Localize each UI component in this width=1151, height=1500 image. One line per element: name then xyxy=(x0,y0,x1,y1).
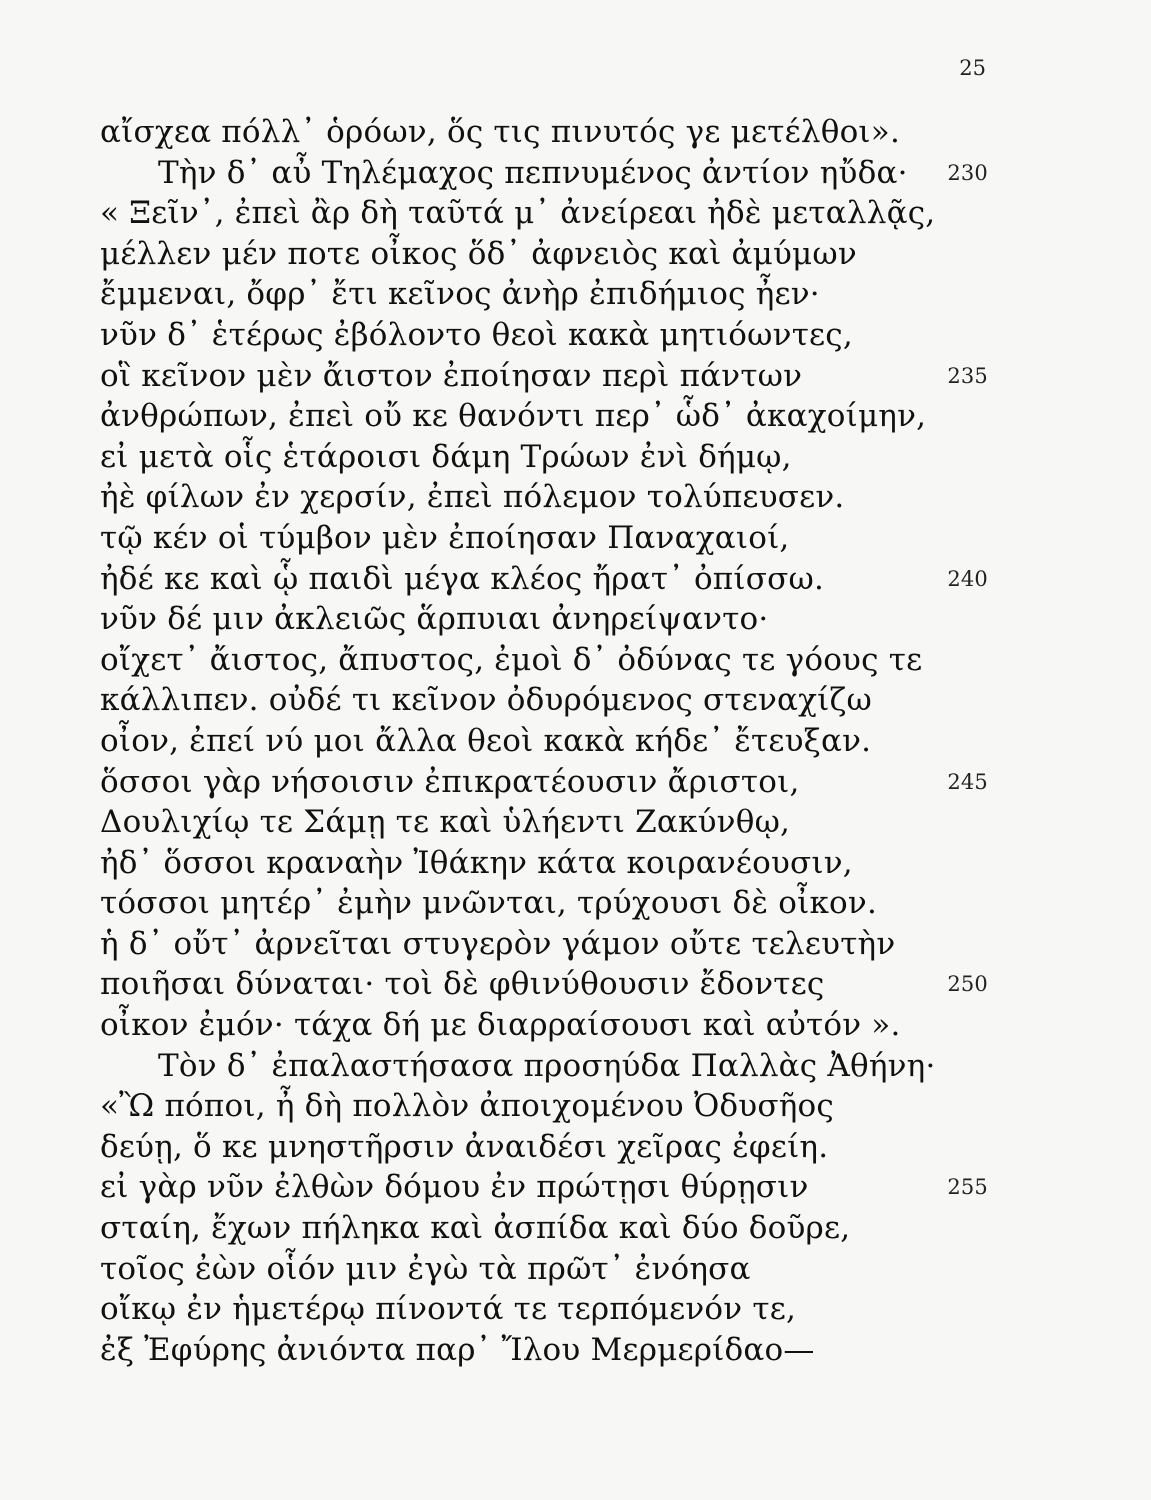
verse-line xyxy=(100,680,980,721)
verse-text: ἔμμεναι, ὄφρ᾽ ἔτι κεῖνος ἀνὴρ ἐπιδήμιος ἦεν· xyxy=(100,276,820,313)
verse-text: τῷ κέν οἱ τύμβον μὲν ἐποίησαν Παναχαιοί, xyxy=(100,519,790,556)
verse-text: μέλλεν μέν ποτε οἶκος ὅδ᾽ ἀφνειὸς καὶ ἀμύμων xyxy=(100,235,857,272)
verse-line xyxy=(100,843,980,884)
verse-text: οἴκῳ ἐν ἡμετέρῳ πίνοντά τε τερπόμενόν τε, xyxy=(100,1291,797,1328)
verse-text: ἀνθρώπων, ἐπεὶ οὔ κε θανόντι περ᾽ ὧδ᾽ ἀκαχοίμην, xyxy=(100,398,927,435)
verse-text: τόσσοι μητέρ᾽ ἐμὴν μνῶνται, τρύχουσι δὲ οἶκον. xyxy=(100,885,878,922)
verse-line xyxy=(100,437,980,478)
verse-line xyxy=(100,1005,980,1046)
verse-text: δεύῃ, ὅ κε μνηστῆρσιν ἀναιδέσι χεῖρας ἐφείη. xyxy=(100,1128,829,1165)
verse-line xyxy=(100,802,980,843)
verse-text: αἴσχεα πόλλ᾽ ὁρόων, ὅς τις πινυτός γε μετέλθοι». xyxy=(100,114,901,150)
verse-line xyxy=(100,640,980,681)
verse-text: ποιῆσαι δύναται· τοὶ δὲ φθινύθουσιν ἔδοντες xyxy=(100,966,825,1003)
verse-text: οἴχετ᾽ ἄιστος, ἄπυστος, ἐμοὶ δ᾽ ὀδύνας τε γόους τε xyxy=(100,641,923,678)
verse-text: Δουλιχίῳ τε Σάμῃ τε καὶ ὑλήεντι Ζακύνθῳ, xyxy=(100,804,791,841)
verse-text: «Ὢ πόποι, ἦ δὴ πολλὸν ἀποιχομένου Ὀδυσῆος xyxy=(100,1088,834,1125)
verse-text: κάλλιπεν. οὐδέ τι κεῖνον ὀδυρόμενος στεναχίζω xyxy=(100,682,872,719)
page-number: 25 xyxy=(959,56,986,80)
verse-text: οἶκον ἐμόν· τάχα δή με διαρραίσουσι καὶ αὐτόν ». xyxy=(100,1007,901,1044)
verse-line xyxy=(100,518,980,559)
verse-line xyxy=(100,1289,980,1330)
line-number: 250 xyxy=(947,972,988,997)
verse-line xyxy=(100,599,980,640)
verse-line xyxy=(100,1046,980,1087)
verse-line xyxy=(100,477,980,518)
verse-line xyxy=(100,1167,988,1208)
verse-line xyxy=(100,1330,980,1371)
line-number: 230 xyxy=(947,160,988,185)
verse-text: τοῖος ἐὼν οἷόν μιν ἐγὼ τὰ πρῶτ᾽ ἐνόησα xyxy=(100,1250,751,1287)
verse-line xyxy=(100,559,988,600)
verse-text: οἳ κεῖνον μὲν ἄιστον ἐποίησαν περὶ πάντων xyxy=(100,357,803,394)
verse-line xyxy=(100,762,988,803)
verse-block xyxy=(100,112,988,1370)
verse-text: σταίη, ἔχων πήληκα καὶ ἀσπίδα καὶ δύο δοῦρε, xyxy=(100,1210,851,1247)
verse-line xyxy=(100,1249,980,1290)
verse-line xyxy=(100,964,988,1005)
verse-line xyxy=(100,234,980,275)
verse-text: νῦν δ᾽ ἑτέρως ἐβόλοντο θεοὶ κακὰ μητιόωντες, xyxy=(100,316,853,353)
verse-line xyxy=(100,112,980,153)
verse-line xyxy=(100,396,980,437)
verse-text: εἰ μετὰ οἷς ἑτάροισι δάμη Τρώων ἐνὶ δήμῳ, xyxy=(100,438,792,475)
verse-text: « Ξεῖν᾽, ἐπεὶ ἂρ δὴ ταῦτά μ᾽ ἀνείρεαι ἠδὲ μεταλλᾷς, xyxy=(100,195,936,232)
verse-line xyxy=(100,883,980,924)
line-number: 255 xyxy=(947,1175,988,1200)
verse-line xyxy=(100,193,980,234)
line-number: 245 xyxy=(947,769,988,794)
verse-text: ἠδ᾽ ὅσσοι κραναὴν Ἰθάκην κάτα κοιρανέουσιν, xyxy=(100,844,853,881)
verse-text: Τὴν δ᾽ αὖ Τηλέμαχος πεπνυμένος ἀντίον ηὔδα· xyxy=(158,154,908,191)
verse-text: νῦν δέ μιν ἀκλειῶς ἅρπυιαι ἀνηρείψαντο· xyxy=(100,601,769,638)
verse-line xyxy=(100,356,988,397)
verse-text: ἠδέ κε καὶ ᾧ παιδὶ μέγα κλέος ἤρατ᾽ ὀπίσσω. xyxy=(100,560,824,597)
verse-line xyxy=(100,1086,980,1127)
verse-line xyxy=(100,274,980,315)
verse-line xyxy=(100,1208,980,1249)
verse-line xyxy=(100,924,980,965)
verse-text: ἡ δ᾽ οὔτ᾽ ἀρνεῖται στυγερὸν γάμον οὔτε τελευτὴν xyxy=(100,925,896,962)
verse-text: ἐξ Ἐφύρης ἀνιόντα παρ᾽ Ἴλου Μερμερίδαο— xyxy=(100,1331,815,1368)
verse-line xyxy=(100,1127,980,1168)
verse-line xyxy=(100,721,980,762)
verse-text: εἰ γὰρ νῦν ἐλθὼν δόμου ἐν πρώτῃσι θύρῃσιν xyxy=(100,1169,809,1206)
verse-line xyxy=(100,315,980,356)
verse-text: οἶον, ἐπεί νύ μοι ἄλλα θεοὶ κακὰ κήδε᾽ ἔτευξαν. xyxy=(100,722,872,759)
verse-text: Τὸν δ᾽ ἐπαλαστήσασα προσηύδα Παλλὰς Ἀθήνη· xyxy=(158,1047,936,1084)
line-number: 240 xyxy=(947,566,988,591)
verse-text: ὅσσοι γὰρ νήσοισιν ἐπικρατέουσιν ἄριστοι, xyxy=(100,763,800,800)
verse-text: ἠὲ φίλων ἐν χερσίν, ἐπεὶ πόλεμον τολύπευσεν. xyxy=(100,479,845,516)
verse-line xyxy=(100,153,988,194)
line-number: 235 xyxy=(947,363,988,388)
